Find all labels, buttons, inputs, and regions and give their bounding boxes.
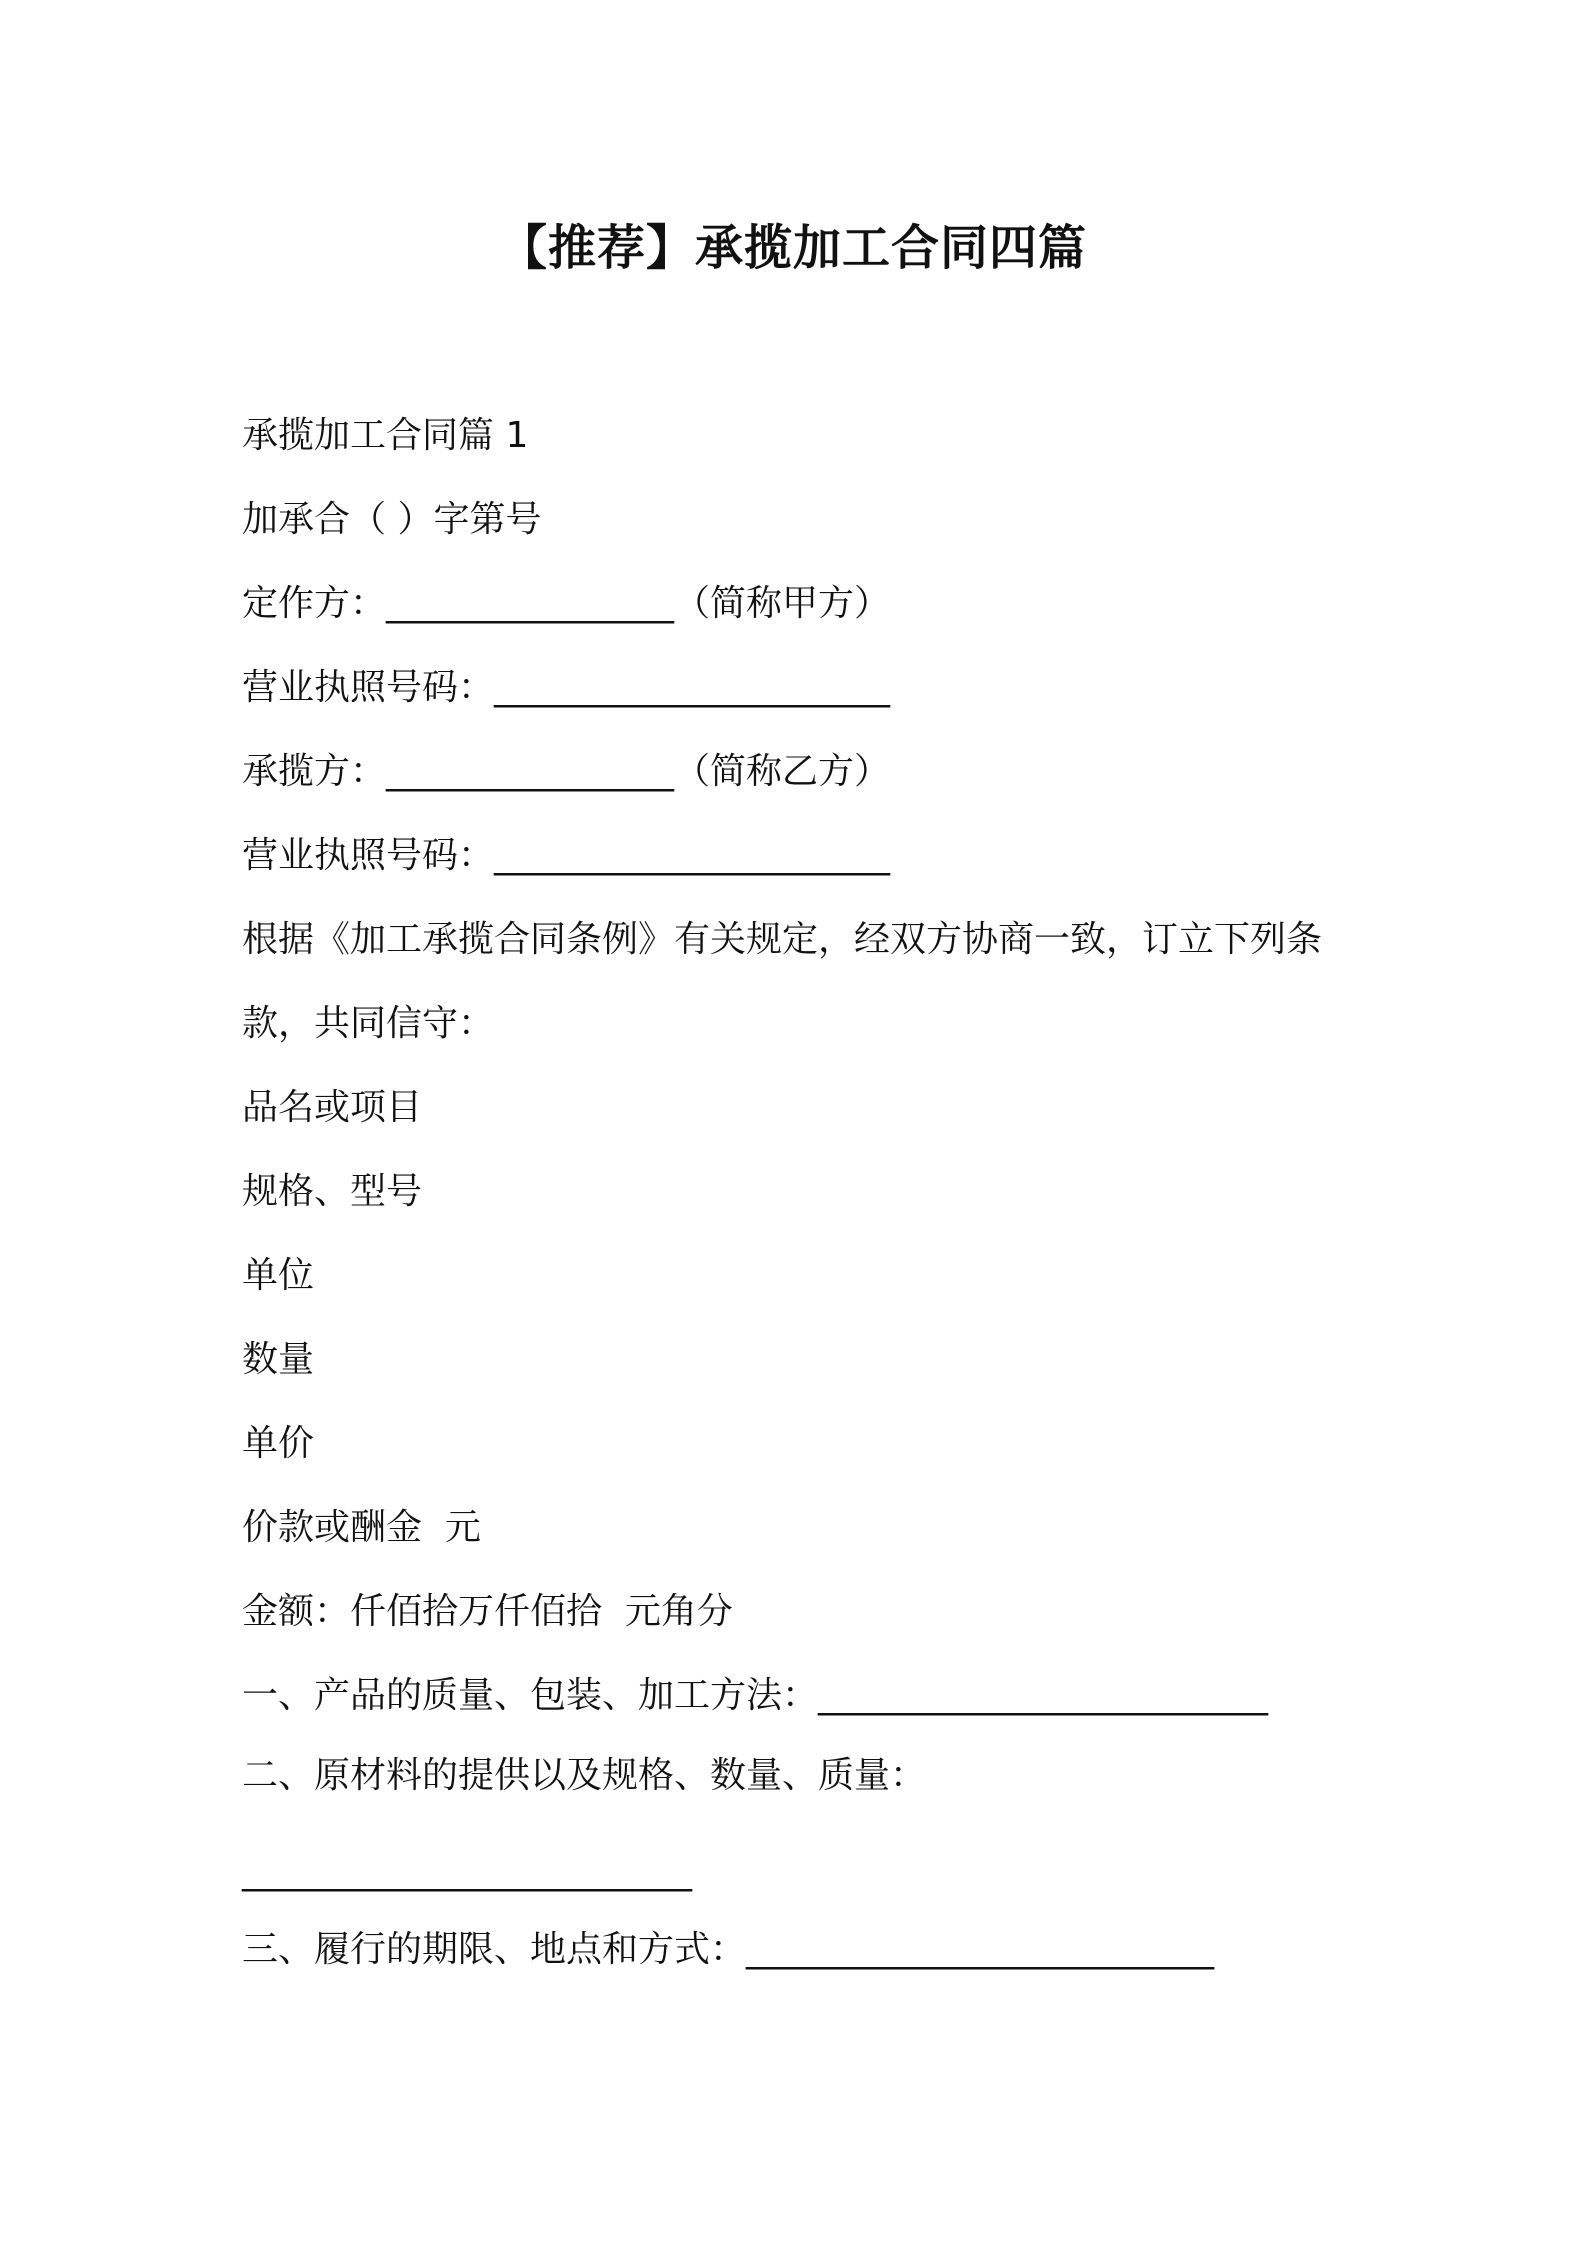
clause-3-line: 三、履行的期限、地点和方式：__________________________ bbox=[242, 1929, 1215, 1970]
preamble-line-2: 款，共同信守： bbox=[242, 1003, 495, 1044]
clause-2-line: 二、原材料的提供以及规格、数量、质量： bbox=[242, 1755, 927, 1796]
amount-line: 金额：仟佰拾万仟佰拾 元角分 bbox=[242, 1591, 733, 1632]
document-title: 【推荐】承揽加工合同四篇 bbox=[498, 220, 1087, 276]
quantity-line: 数量 bbox=[242, 1339, 315, 1380]
party-a-line: 定作方：________________（简称甲方） bbox=[242, 583, 891, 624]
clause-1-line: 一、产品的质量、包装、加工方法：_________________________ bbox=[242, 1675, 1269, 1716]
spec-model-line: 规格、型号 bbox=[242, 1171, 423, 1212]
party-b-license-line: 营业执照号码：______________________ bbox=[242, 835, 891, 876]
item-name-line: 品名或项目 bbox=[242, 1087, 423, 1128]
price-line: 价款或酬金 元 bbox=[242, 1507, 481, 1548]
section-heading-1: 承揽加工合同篇 1 bbox=[242, 415, 529, 456]
party-a-license-line: 营业执照号码：______________________ bbox=[242, 667, 891, 708]
clause-2-blank-line: _________________________ bbox=[242, 1851, 692, 1892]
preamble-line-1: 根据《加工承揽合同条例》有关规定，经双方协商一致，订立下列条 bbox=[242, 919, 1323, 960]
party-b-line: 承揽方：________________（简称乙方） bbox=[242, 751, 891, 792]
contract-number-line: 加承合（ ）字第号 bbox=[242, 499, 542, 540]
unit-line: 单位 bbox=[242, 1255, 315, 1296]
unit-price-line: 单价 bbox=[242, 1423, 315, 1464]
